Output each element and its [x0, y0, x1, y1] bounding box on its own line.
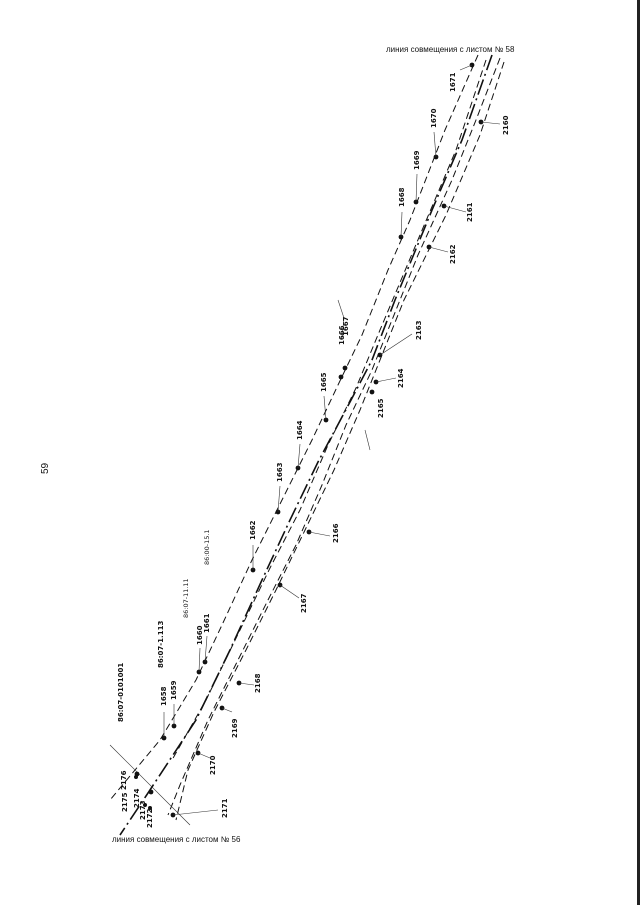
label-2173: 2173 — [139, 800, 147, 820]
label-1661: 1661 — [203, 613, 211, 633]
label-2165: 2165 — [377, 398, 385, 418]
label-1671: 1671 — [449, 72, 457, 92]
cadastral-label-3: 86:07-11.11 — [182, 578, 190, 618]
label-2175: 2175 — [121, 792, 129, 812]
label-2162: 2162 — [449, 244, 457, 264]
label-1658: 1658 — [160, 686, 168, 706]
label-2166: 2166 — [332, 523, 340, 543]
label-1667: 1667 — [342, 316, 350, 336]
label-2164: 2164 — [397, 368, 405, 388]
label-1669: 1669 — [413, 150, 421, 170]
label-2172: 2172 — [146, 808, 154, 828]
cadastral-label-4: 86:00-15.1 — [203, 529, 211, 565]
label-2170: 2170 — [209, 755, 217, 775]
label-2168: 2168 — [254, 673, 262, 693]
page-number: 59 — [40, 462, 51, 474]
label-2161: 2161 — [466, 202, 474, 222]
point-2176 — [135, 772, 140, 777]
label-1666: 1666 — [338, 325, 346, 345]
cadastral-label-2: 86:07-1.113 — [157, 620, 165, 668]
cadastral-label-1: 86:07-0101001 — [117, 662, 125, 722]
point-2174 — [149, 790, 154, 795]
label-1670: 1670 — [430, 108, 438, 128]
label-1665: 1665 — [320, 372, 328, 392]
label-2167: 2167 — [300, 593, 308, 613]
label-1668: 1668 — [398, 187, 406, 207]
label-2160: 2160 — [502, 115, 510, 135]
label-2171: 2171 — [221, 798, 229, 818]
corridor-lines — [110, 55, 504, 835]
label-1660: 1660 — [196, 625, 204, 645]
label-2169: 2169 — [231, 718, 239, 738]
upper-points — [160, 63, 474, 741]
match-line-top-label: линия совмещения с листом № 58 — [386, 45, 515, 54]
lower-points — [120, 115, 510, 828]
label-1662: 1662 — [249, 520, 257, 540]
point-1667 — [343, 366, 348, 371]
label-2174: 2174 — [133, 788, 141, 808]
label-1659: 1659 — [170, 680, 178, 700]
leader-lines — [164, 65, 500, 815]
point-2165 — [370, 390, 375, 395]
point-1666 — [339, 375, 344, 380]
label-1664: 1664 — [296, 420, 304, 440]
label-1663: 1663 — [276, 462, 284, 482]
label-2176: 2176 — [120, 770, 128, 790]
match-line-bottom-label: линия совмещения с листом № 56 — [112, 835, 241, 844]
label-2163: 2163 — [415, 320, 423, 340]
